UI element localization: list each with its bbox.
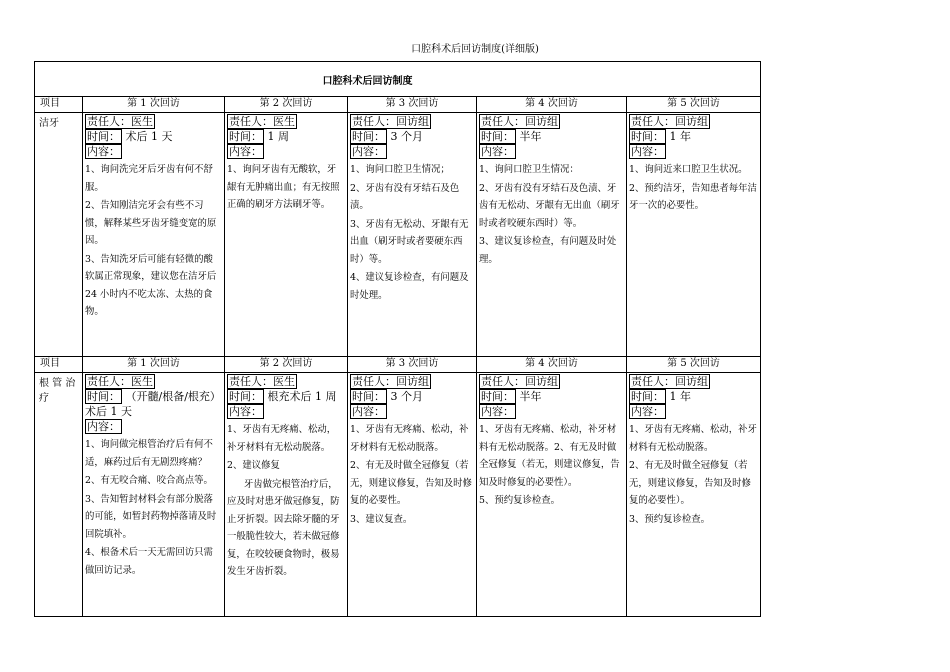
document-header: 口腔科术后回访制度(详细版) (411, 44, 539, 55)
colon: ： (653, 130, 664, 143)
time-box (479, 389, 516, 404)
content-list (479, 421, 624, 510)
content-line (227, 404, 345, 419)
content-item: 2、牙齿有没有牙结石及色渍、牙齿有无松动、牙龈有无出血（刷牙时或者咬硬东西时）等。 (479, 182, 620, 229)
content-item: 2、预约洁牙，告知患者每年洁牙一次的必要性。 (629, 182, 757, 211)
visit-cell (225, 373, 348, 617)
content-item: 2、建议修复 (227, 460, 280, 471)
content-label: 内容 (631, 145, 653, 158)
content-item: 3、牙齿有无松动、牙龈有无出血（刷牙时或者要硬东西时）等。 (350, 218, 469, 265)
content-list (227, 421, 345, 581)
content-box (350, 144, 387, 159)
time-value: 半年 (519, 390, 542, 403)
column-header-visit-2: 第 2 次回访 (225, 97, 348, 113)
time-value: 根充术后 1 周 (267, 390, 337, 403)
colon: ： (251, 390, 262, 403)
colon: ： (664, 375, 675, 388)
responsible-box (629, 374, 710, 389)
content-item: 2、有无及时做全冠修复（若无，则建议修复，告知及时修复的必要性）。 (629, 460, 751, 506)
colon: ： (251, 405, 262, 418)
time-box (227, 389, 264, 404)
column-header-item: 项目 (35, 97, 83, 113)
content-list (350, 161, 474, 304)
time-label: 时间 (87, 130, 109, 143)
responsible-line (479, 374, 624, 389)
time-line (227, 389, 345, 404)
content-line (479, 144, 624, 159)
content-label: 内容 (352, 405, 374, 418)
time-label: 时间 (481, 390, 503, 403)
content-item: 3、建议复查。 (350, 513, 413, 525)
responsible-value: 回访组 (525, 375, 558, 388)
time-line (350, 389, 474, 404)
content-label: 内容 (229, 405, 251, 418)
time-value: 1 年 (669, 130, 691, 143)
time-value: 3 个月 (390, 390, 423, 403)
colon: ： (503, 405, 514, 418)
colon: ： (251, 145, 262, 158)
visit-cell (477, 373, 627, 617)
colon: ： (653, 405, 664, 418)
category-cell: 洁牙 (35, 113, 83, 357)
colon: ： (262, 375, 273, 388)
time-label: 时间 (352, 130, 374, 143)
time-box (85, 389, 122, 404)
content-item: 2、牙齿有没有牙结石及色渍。 (350, 182, 460, 211)
time-label: 时间 (631, 390, 653, 403)
time-label: 时间 (87, 390, 109, 403)
content-box (479, 404, 516, 419)
responsible-box (479, 114, 560, 129)
responsible-line (227, 114, 345, 129)
content-label: 内容 (631, 405, 653, 418)
responsible-line (350, 374, 474, 389)
time-box (350, 129, 387, 144)
content-item: 4、根备术后一天无需回访只需做回访记录。 (85, 547, 213, 576)
responsible-value: 医生 (273, 115, 295, 128)
responsible-label: 责任人 (481, 115, 514, 128)
visit-cell (83, 373, 225, 617)
content-item: 1、询问近来口腔卫生状况。 (629, 164, 748, 175)
content-list (629, 421, 758, 528)
time-value: 1 年 (669, 390, 691, 403)
colon: ： (374, 130, 385, 143)
responsible-value: 医生 (273, 375, 295, 388)
column-header-visit-2: 第 2 次回访 (225, 357, 348, 373)
responsible-label: 责任人 (481, 375, 514, 388)
content-box (85, 144, 122, 159)
colon: ： (503, 145, 514, 158)
colon: ： (664, 115, 675, 128)
colon: ： (109, 130, 120, 143)
content-item: 1、询问口腔卫生情况： (479, 164, 579, 175)
column-header-visit-4: 第 4 次回访 (477, 97, 627, 113)
content-box (85, 419, 122, 434)
time-line (479, 389, 624, 404)
time-line-2 (85, 404, 222, 419)
content-box (629, 404, 666, 419)
time-box (85, 129, 122, 144)
content-label: 内容 (87, 145, 109, 158)
title-row (35, 62, 761, 97)
content-list (629, 161, 758, 215)
responsible-label: 责任人 (87, 375, 120, 388)
responsible-value: 回访组 (396, 115, 429, 128)
content-list (85, 161, 222, 321)
content-line (629, 144, 758, 159)
time-label: 时间 (631, 130, 653, 143)
time-box (227, 129, 264, 144)
colon: ： (514, 375, 525, 388)
visit-cell (225, 113, 348, 357)
content-list (350, 421, 474, 528)
time-box (479, 129, 516, 144)
column-header-visit-1: 第 1 次回访 (83, 97, 225, 113)
time-value: 术后 1 天 (125, 130, 173, 143)
content-item: 1、牙齿有无疼痛、松动，补牙材料有无松动脱落。 (350, 424, 469, 453)
responsible-line (227, 374, 345, 389)
column-header-visit-3: 第 3 次回访 (348, 357, 477, 373)
content-label: 内容 (352, 145, 374, 158)
responsible-label: 责任人 (631, 115, 664, 128)
responsible-label: 责任人 (352, 375, 385, 388)
responsible-label: 责任人 (87, 115, 120, 128)
content-box (350, 404, 387, 419)
responsible-line (85, 114, 222, 129)
time-label: 时间 (229, 390, 251, 403)
content-box (227, 404, 264, 419)
content-label: 内容 (229, 145, 251, 158)
follow-up-table (34, 61, 761, 617)
time-box (629, 389, 666, 404)
responsible-line (629, 114, 758, 129)
colon: ： (653, 145, 664, 158)
time-line (85, 129, 222, 144)
content-row (35, 373, 761, 617)
content-list (85, 436, 222, 579)
content-extra: 牙齿做完根管治疗后，应及时对患牙做冠修复，防止牙折裂。因去除牙髓的牙一般脆性较大，若未做冠修复，在咬较硬食物时，极易发生牙齿折裂。 (227, 478, 340, 577)
responsible-label: 责任人 (631, 375, 664, 388)
content-list (227, 161, 345, 214)
content-label: 内容 (481, 405, 503, 418)
colon: ： (503, 390, 514, 403)
responsible-value: 医生 (131, 115, 153, 128)
colon: ： (251, 130, 262, 143)
colon: ： (374, 390, 385, 403)
content-item: 3、告知暂封材料会有部分脱落的可能，如暂封药物掉落请及时回院填补。 (85, 493, 217, 540)
content-item: 3、告知洗牙后可能有轻微的酸软属正常现象，建议您在洁牙后 24 小时内不吃太冻、太热的食物。 (85, 253, 217, 317)
colon: ： (374, 145, 385, 158)
column-header-item: 项目 (35, 357, 83, 373)
content-item: 1、询问做完根管治疗后有何不适，麻药过后有无剧烈疼痛？ (85, 439, 213, 468)
content-item: 1、询问牙齿有无酸软，牙龈有无肿痛出血；有无按照正确的刷牙方法刷牙等。 (227, 164, 340, 210)
header-row (35, 97, 761, 113)
responsible-value: 回访组 (675, 115, 708, 128)
responsible-line (85, 374, 222, 389)
content-item: 1、询问洗完牙后牙齿有何不舒服。 (85, 164, 213, 193)
time-line (629, 389, 758, 404)
responsible-box (85, 374, 155, 389)
responsible-label: 责任人 (352, 115, 385, 128)
responsible-value: 回访组 (525, 115, 558, 128)
column-header-visit-3: 第 3 次回访 (348, 97, 477, 113)
colon: ： (109, 420, 120, 433)
content-list (479, 161, 624, 268)
colon: ： (262, 115, 273, 128)
colon: ： (385, 115, 396, 128)
colon: ： (120, 115, 131, 128)
column-header-visit-5: 第 5 次回访 (627, 97, 761, 113)
time-label: 时间 (229, 130, 251, 143)
colon: ： (374, 405, 385, 418)
responsible-label: 责任人 (229, 115, 262, 128)
responsible-box (85, 114, 155, 129)
content-line (479, 404, 624, 419)
colon: ： (653, 390, 664, 403)
time-value: 1 周 (267, 130, 289, 143)
responsible-box (350, 114, 431, 129)
content-item: 2、告知刚洁完牙会有些不习惯，解释某些牙齿牙缝变宽的原因。 (85, 200, 217, 246)
content-box (479, 144, 516, 159)
content-item: 4、建议复诊检查，有问题及时处理。 (350, 272, 469, 301)
column-header-visit-5: 第 5 次回访 (627, 357, 761, 373)
visit-cell (348, 373, 477, 617)
responsible-box (227, 114, 297, 129)
content-item: 1、牙齿有无疼痛、松动，补牙材料有无松动脱落。 (629, 424, 757, 453)
content-line (85, 419, 222, 434)
responsible-value: 回访组 (396, 375, 429, 388)
visit-cell (477, 113, 627, 357)
time-value: 3 个月 (390, 130, 423, 143)
responsible-box (479, 374, 560, 389)
time-value: （开髓/根备/根充） (125, 390, 221, 403)
content-item: 5、预约复诊检查。 (479, 495, 560, 506)
responsible-value: 医生 (131, 375, 153, 388)
content-line (227, 144, 345, 159)
content-box (227, 144, 264, 159)
responsible-box (350, 374, 431, 389)
time-box (629, 129, 666, 144)
responsible-line (629, 374, 758, 389)
colon: ： (503, 130, 514, 143)
colon: ： (109, 390, 120, 403)
time-box (350, 389, 387, 404)
time-line (629, 129, 758, 144)
colon: ： (109, 145, 120, 158)
table-title: 口腔科术后回访制度 (35, 62, 761, 97)
content-line (350, 404, 474, 419)
visit-cell (348, 113, 477, 357)
time-line (227, 129, 345, 144)
content-line (350, 144, 474, 159)
content-box (629, 144, 666, 159)
content-line (629, 404, 758, 419)
responsible-line (479, 114, 624, 129)
responsible-box (629, 114, 710, 129)
time-label: 时间 (352, 390, 374, 403)
content-item: 2、有无咬合痛、咬合高点等。 (85, 475, 213, 486)
visit-cell (627, 373, 761, 617)
time-value-2: 术后 1 天 (85, 405, 132, 418)
content-row (35, 113, 761, 357)
colon: ： (120, 375, 131, 388)
content-item: 3、建议复诊检查，有问题及时处理。 (479, 236, 617, 265)
responsible-label: 责任人 (229, 375, 262, 388)
visit-cell (627, 113, 761, 357)
header-row (35, 357, 761, 373)
visit-cell (83, 113, 225, 357)
time-line (85, 389, 222, 404)
content-item: 2、有无及时做全冠修复（若无，则建议修复，告知及时修复的必要性。 (350, 460, 472, 506)
responsible-line (350, 114, 474, 129)
content-label: 内容 (87, 420, 109, 433)
time-label: 时间 (481, 130, 503, 143)
responsible-box (227, 374, 297, 389)
content-item: 3、预约复诊检查。 (629, 513, 710, 525)
content-item: 1、牙齿有无疼痛、松动，补牙材料有无松动脱落。 (227, 424, 337, 453)
content-item: 1、牙齿有无疼痛、松动，补牙材料有无松动脱落。2、有无及时做全冠修复（若无，则建议修复，告知及时修复的必要性）。 (479, 424, 620, 488)
time-line (350, 129, 474, 144)
time-value: 半年 (519, 130, 542, 143)
colon: ： (385, 375, 396, 388)
colon: ： (514, 115, 525, 128)
column-header-visit-1: 第 1 次回访 (83, 357, 225, 373)
content-line (85, 144, 222, 159)
time-line (479, 129, 624, 144)
content-item: 1、询问口腔卫生情况； (350, 164, 450, 175)
responsible-value: 回访组 (675, 375, 708, 388)
category-cell: 根 管 治疗 (35, 373, 83, 617)
content-label: 内容 (481, 145, 503, 158)
column-header-visit-4: 第 4 次回访 (477, 357, 627, 373)
